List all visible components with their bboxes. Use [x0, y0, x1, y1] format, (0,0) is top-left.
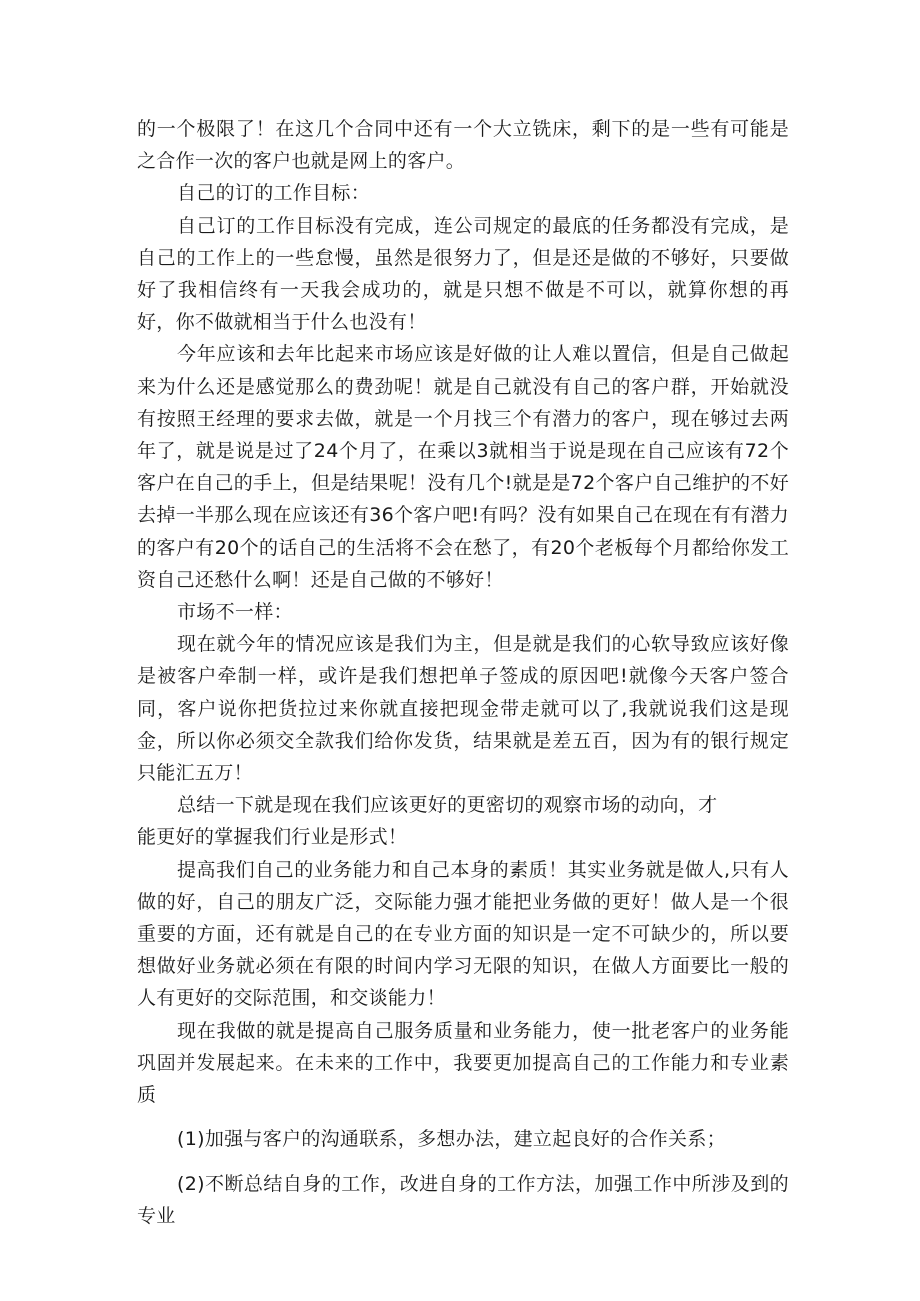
- paragraph-summary-line1: 总结一下就是现在我们应该更好的更密切的观察市场的动向，才: [177, 794, 718, 817]
- paragraph-current-work: 现在我做的就是提高自己服务质量和业务能力，使一批老客户的业务能巩固并发展起来。在未来的工作中，我要更加提高自己的工作能力和专业素质: [137, 1019, 789, 1107]
- paragraph-market-comparison: 今年应该和去年比起来市场应该是好做的让人难以置信，但是自己做起来为什么还是感觉那么的费劲呢！就是自己就没有自己的客户群，开始就没有按照王经理的要求去做，就是一个月找三个有潜力的客户，现在够过去两年了，就是说是过了24个月了，在乘以3就相当于说是现在自己应该有72个客户在自己的手上，但是结果呢！没有几个!就是是72个客户自己维护的不好去掉一半那么现在应该还有36个客户吧!有吗？没有如果自己在现在有有潜力的客户有20个的话自己的生活将不会在愁了，有20个老板每个月都给你发工资自己还愁什么啊！还是自己做的不够好！: [137, 343, 789, 591]
- list-item-2: (2)不断总结自身的工作，改进自身的工作方法，加强工作中所涉及到的专业: [137, 1172, 789, 1227]
- paragraph-continuation: 的一个极限了！在这几个合同中还有一个大立铣床，剩下的是一些有可能是之合作一次的客户也就是网上的客户。: [137, 118, 789, 173]
- paragraph-ability: 提高我们自己的业务能力和自己本身的素质！其实业务就是做人,只有人做的好，自己的朋友广泛，交际能力强才能把业务做的更好！做人是一个很重要的方面，还有就是自己的在专业方面的知识是一定不可缺少的，所以要想做好业务就必须在有限的时间内学习无限的知识，在做人方面要比一般的人有更好的交际范围，和交谈能力！: [137, 858, 789, 1010]
- paragraph-goals: 自己订的工作目标没有完成，连公司规定的最底的任务都没有完成，是自己的工作上的一些怠慢，虽然是很努力了，但是还是做的不够好，只要做好了我相信终有一天我会成功的，就是只想不做是不可以，就算你想的再好，你不做就相当于什么也没有！: [137, 214, 789, 334]
- section-heading-goals: 自己的订的工作目标：: [177, 182, 371, 205]
- paragraph-market-situation: 现在就今年的情况应该是我们为主，但是就是我们的心软导致应该好像是被客户牵制一样，或许是我们想把单子签成的原因吧!就像今天客户签合同，客户说你把货拉过来你就直接把现金带走就可以了,我就说我们这是现金，所以你必须交全款我们给你发货，结果就是差五百，因为有的银行规定只能汇五万！: [137, 633, 789, 785]
- document-body: [137, 113, 789, 1232]
- list-item-1: (1)加强与客户的沟通联系，多想办法，建立起良好的合作关系；: [177, 1128, 726, 1151]
- paragraph-summary-line2: 能更好的掌握我们行业是形式！: [137, 826, 408, 849]
- section-heading-market: 市场不一样：: [177, 601, 293, 624]
